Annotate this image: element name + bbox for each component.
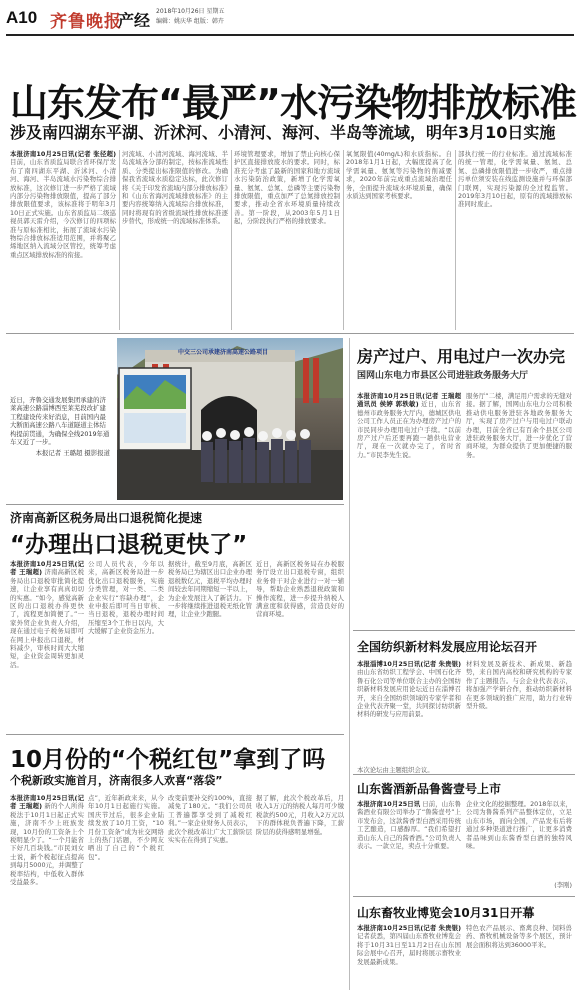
tax-refund-kicker: 济南高新区税务局出口退税简化提速	[10, 511, 203, 525]
lead-column-5: 部执行统一的行业标准。通过流域标准的统一管理，化学需氧量、氨氮、总氮、总磷排放限值进一步收严，重点排污单位须安装在线监测设施并与环保部门联网，实现污染源的全过程监管。2019年3月10日起，原有的流域排放标准同时废止。	[458, 150, 572, 209]
soy-body1: 日前，山东鲁酱酒业有限公司举办了“鲁酱壹号”上市发布会，这款酱香型白酒采用传统工艺酿造，口感醇厚。“我们希望打造山东人自己的酱香酒。”公司负责人表示。一款立足，卖点十分重要。	[357, 800, 461, 851]
livestock-dateline: 本报济南10月25日讯(记者 朱贵银)	[357, 924, 461, 932]
tax-refund-column-1	[10, 560, 84, 726]
power-column-2: 服务厅”二楼，满足用户需求的无缝对接。据了解，国网山东电力公司积极推动供电服务进驻各地政务服务大厅，实现了房产过户与用电过户联动办理，目前全省已有百余个县区公司进驻政务服务大厅，进一步优化了营商环境，为群众提供了更加便捷的服务。	[466, 392, 572, 459]
tax-refund-column-4: 近日，高新区税务局在办税服务厅设立出口退税专窗，组织业务骨干对企业进行一对一辅导，帮助企业熟悉退税政策和操作流程，进一步提升纳税人满意度和获得感，营造良好的营商环境。	[256, 560, 344, 619]
power-subtitle: 国网山东电力市县区公司进驻政务服务大厅	[357, 371, 529, 381]
section-rule	[353, 774, 575, 775]
tax-bonus-column-1	[10, 794, 84, 990]
lead-column-2: 河流域、小清河流域、海河流域、半岛流域各分部的制定，按标准流域性质、分类提出标准限值的修改。为确保我省流域水质稳定达标，此次修订将《关于印发省流域内部分排放标准》和《山东省海河流域排放标准》的主要内容统筹纳入流域综合排放标准，同时将现有的省级流域性排放标准逐步替代，形成统一的流域标准体系。	[122, 150, 228, 226]
tax-bonus-subtitle: 个税新政实施首月，济南很多人欢喜“落袋”	[10, 774, 223, 787]
lead-col1-text: 目前，山东省质监局联合省环保厅发布了南四湖东平湖、沂沭河、小清河、海河、半岛流域水污染物综合排放标准，这次修订进一步严格了流域内部分污染物排放限值，提高了部分排放限值要求，该标准将于明年3月10日正式实施。山东省质监局二级巡视员郭天雷介绍，今次修订的四项标准与原标准相比，拓展了流域水污染物综合排放标准适用范围，并将聚乙烯地区纳入流域分区管控，统筹考虑重点区域排放标准的衔接。	[10, 158, 116, 259]
lead-dateline: 本报济南10月25日讯(记者 张径超)	[10, 150, 116, 158]
tunnel-photo	[117, 338, 343, 500]
header-meta	[156, 7, 224, 27]
lead-subhead: 涉及南四湖东平湖、沂沭河、小清河、海河、半岛等流域，明年3月10日实施	[10, 123, 556, 142]
header-rule	[6, 34, 574, 36]
power-title: 房产过户、用电过户一次办完	[357, 347, 566, 366]
column-rule	[455, 150, 456, 330]
tax-refund-column-3: 据统计，截至9月底，高新区税务局已为辖区出口企业办理退税数亿元，退税平均办理时间较去年同期缩短一半以上，为企业发展注入了新活力。下一步将继续推进退税无纸化管理，让企业少跑腿。	[168, 560, 252, 619]
section-rule	[6, 734, 344, 735]
textile-body1: 由山东省纺织工程学会、中国石化齐鲁石化公司等单位联合主办的全国纺织新材料发展应用论坛近日在淄博召开，来自全国纺织领域的专家学者和企业代表齐聚一堂，共同探讨纺织新材料的研发与应用前景。	[357, 668, 461, 719]
livestock-body1: 记者获悉，第四届山东畜牧业博览会将于10月31日至11月2日在山东国际会展中心召开，届时将展示畜牧业发展最新成果。	[357, 932, 461, 966]
tax-bonus-column-4: 据了解，此次个税改革后，月收入1万元的纳税人每月可少缴税款约500元，月收入2万元以下的群体税负普遍下降，工薪阶层的获得感明显增强。	[256, 794, 344, 836]
livestock-column-2: 特色农产品展示、畜禽良种、饲料兽药、畜牧机械设备等多个展区，预计展会面积将达到36000平米。	[466, 924, 572, 949]
lead-column-4: 氧氮限值(40mg/L)和水质指标。自2018年1月1日起，大幅度提高了化学需氧量、氨氮等污染物的削减要求，2020年前完成重点流域治理任务，全面提升流域水环境质量，确保水质达到国家考核要求。	[346, 150, 452, 201]
lead-column-3: 环境管理要求，增加了禁止向核心保护区直接排放废水的要求。同时，标准充分考虑了最新的国家和地方流域水污染防治政策，新增了化学需氧量、氨氮、总氮、总磷等主要污染物排放限值，重点加严了总氮排放控制要求，推动全省水环境质量持续改善。第一阶段，从2003年5月1日起，分阶段执行严格的排放要求。	[234, 150, 340, 226]
photo-credit: 本报记者 王璐超 摄影报道	[35, 449, 110, 458]
tax-refund-body1: 济南高新区税务局出口退税审批简化提速，让企业享有真真切切的实惠。“如今，感觉高新区的出口退税办得更快了，流程更加简便了。”一家外贸企业负责人介绍，现在通过电子税务局即可在网上申报出口退税，材料减少，审核时间大大缩短，企业资金周转更加灵活。	[10, 568, 84, 669]
textile-title: 全国纺织新材料发展应用论坛召开	[357, 640, 538, 654]
column-rule	[343, 150, 344, 330]
section-rule	[6, 333, 574, 334]
tax-bonus-column-2: 点”，近年新政来来，从今年10月1日起施行实施。国庆节过后，很多企业陆续发放了10月工资，“10月份工资条”成为社交网络上的热门话题，不少网友晒出了自己的“个税红包”。	[88, 794, 164, 861]
tax-bonus-column-3: 改变前要补交约100%，直接减免了180元。“我们公司员工普遍都享受到了减税红利。”一家企业财务人员表示，此次个税改革让广大工薪阶层实实在在得到了实惠。	[168, 794, 252, 845]
tax-refund-dateline: 本报济南10月25日讯(记者 王瑞超)	[10, 560, 84, 577]
tax-bonus-body1: 新的个人所得税法于10月1日起正式实施，济南不少上班族发现，10月份的工资条上个税明显少了。“一个月能省下好几百块钱。”市民刘女士说，新个税起征点提高到每月5000元，并调整了税率结构，中低收入群体受益最多。	[10, 802, 84, 887]
lead-column-1	[10, 150, 116, 328]
section-rule	[6, 504, 344, 505]
livestock-column-1	[357, 924, 461, 990]
power-column-1	[357, 392, 461, 624]
section-name: 产经	[118, 11, 151, 30]
photo-banner: 中交三公司承建济南高速公路项目	[177, 349, 268, 356]
photo-caption-text: 近日，齐鲁交通发展集团承建的济莱高速公路淄博西至莱芜段改扩建工程建设传来好消息，目前国内最大断面高速公路八车道隧道主体结构提前贯通，为确保全线2019年通车又近了一步。	[10, 396, 110, 447]
power-dateline: 本报济南10月25日讯(记者 王瑞超 通讯员 侯婷 郭轶敏)	[357, 392, 461, 409]
textile-footer: 本次论坛由主题组织会议。	[357, 766, 434, 774]
textile-column-2: 材料发展及新技术、新成果、新趋势，来自国内高校和研究机构的专家作了主题报告。与会企业代表表示，将加强产学研合作，推动纺织新材料在更多领域的推广应用，助力行业转型升级。	[466, 660, 572, 711]
tax-bonus-title: 10月份的“个税红包”拿到了吗	[10, 747, 326, 773]
header-date: 2018年10月26日 星期五	[156, 8, 225, 15]
newspaper-logo: 齐鲁晚报	[50, 12, 122, 32]
livestock-title: 山东畜牧业博览会10月31日开幕	[357, 906, 535, 920]
tax-bonus-dateline: 本报济南10月25日讯(记者 王瑞超)	[10, 794, 84, 811]
textile-column-1	[357, 660, 461, 764]
section-rule	[353, 896, 575, 897]
column-rule	[349, 338, 350, 990]
photo-caption	[10, 396, 110, 458]
tunnel-photo-illustration	[117, 338, 343, 500]
page-number: A10	[6, 8, 38, 27]
soy-column-1	[357, 800, 461, 892]
soy-signature: (李刚)	[554, 881, 572, 889]
lead-headline: 山东发布“最严”水污染物排放标准	[10, 81, 576, 125]
soy-column-2: 企业文化的挖掘整理。2018年以来，公司为鲁酱系列产品整体定位，立足山东市场，面向全国，产品发布后将通过多种渠道进行推广，让更多消费者品味到山东酱香型白酒的独特风味。	[466, 800, 572, 851]
header-editor: 编辑：姚庆华 组版：韩卉	[156, 18, 224, 25]
column-rule	[231, 150, 232, 330]
page-header	[0, 0, 580, 42]
soy-dateline: 本报济南10月25日讯	[357, 800, 421, 808]
textile-dateline: 本报淄博10月25日讯(记者 朱贵银)	[357, 660, 461, 668]
power-body1: 近日，山东省德州市政务服务大厅内，德城区供电公司工作人员正在为办理房产过户的市民同步办理用电过户手续。“以前房产过户后还要再跑一趟供电营业厅，现在一次就办完了，省时省力。”市民李先生说。	[357, 400, 461, 459]
soy-title: 山东酱酒新品鲁酱壹号上市	[357, 782, 502, 796]
tax-refund-title: “办理出口退税更快了”	[10, 532, 248, 558]
column-rule	[119, 150, 120, 330]
tax-refund-column-2: 公司人员代表，今年以来，高新区税务局进一步优化出口退税服务，实施分类管理，对一类、二类企业实行“容缺办理”，企业申报后即可当日审核、当日退税，退税办理时间压缩至3个工作日以内，大大缓解了企业资金压力。	[88, 560, 164, 636]
section-rule	[353, 630, 575, 631]
